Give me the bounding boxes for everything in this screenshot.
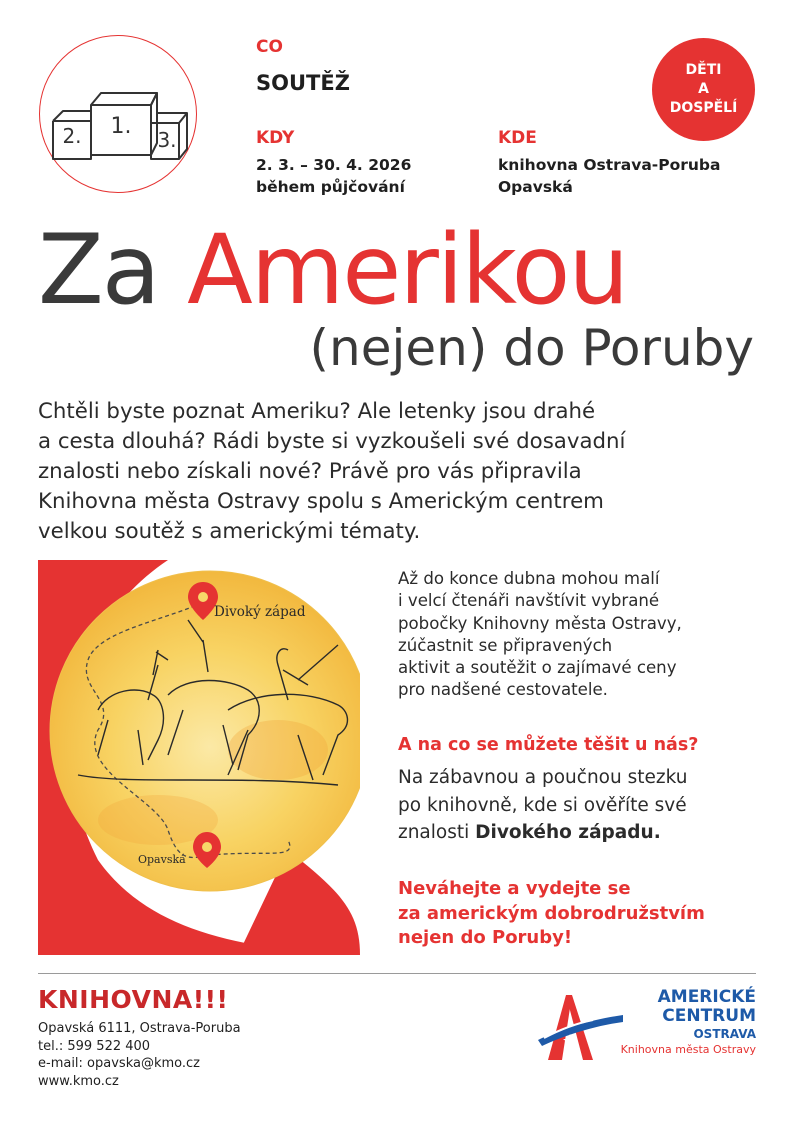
- kdy-note: během půjčování: [256, 178, 405, 196]
- cta-line: nejen do Poruby!: [398, 927, 573, 948]
- kdy-value: [256, 154, 411, 198]
- description-line: Až do konce dubna mohou malí: [398, 569, 660, 588]
- intro-line: znalosti nebo získali nové? Právě pro vás připravila: [38, 459, 582, 484]
- intro-line: Chtěli byste poznat Ameriku? Ale letenky jsou drahé: [38, 399, 596, 424]
- main-title: [38, 215, 627, 325]
- svg-text:3.: 3.: [156, 127, 177, 152]
- description-line: pro nadšené cestovatele.: [398, 680, 608, 700]
- kde-value: [498, 154, 721, 198]
- contact-address: Opavská 6111, Ostrava-Poruba: [38, 1021, 241, 1036]
- answer-plain: znalosti: [398, 822, 476, 843]
- contact-phone: tel.: 599 522 400: [38, 1038, 151, 1054]
- title-word-za: Za: [38, 214, 159, 326]
- question-heading: A na co se můžete těšit u nás?: [398, 735, 699, 755]
- svg-text:1.: 1.: [110, 113, 131, 139]
- pin-label-bottom: Opavská: [138, 853, 186, 866]
- pin-label-top: Divoký západ: [214, 604, 306, 620]
- ac-line-2: CENTRUM: [662, 1006, 756, 1026]
- svg-text:2.: 2.: [61, 123, 82, 148]
- audience-badge: [652, 38, 755, 141]
- description: [398, 568, 758, 702]
- description-line: pobočky Knihovny města Ostravy,: [398, 613, 682, 633]
- answer-line: [398, 819, 758, 847]
- wild-west-map-illustration: [38, 560, 360, 960]
- badge-line: A: [698, 81, 709, 97]
- ac-line-1: AMERICKÉ: [657, 987, 756, 1007]
- cta-line: za americkým dobrodružstvím: [398, 902, 705, 924]
- intro-line: velkou soutěž s americkými tématy.: [38, 519, 421, 544]
- answer-bold: Divokého západu.: [475, 822, 661, 843]
- intro-line: Knihovna města Ostravy spolu s Americkým centrem: [38, 489, 604, 514]
- co-value: SOUTĚŽ: [256, 71, 350, 95]
- kdy-dates: 2. 3. – 30. 4. 2026: [256, 156, 412, 174]
- contact-email[interactable]: e-mail: opavska@kmo.cz: [38, 1056, 200, 1071]
- contact-info: [38, 1020, 241, 1090]
- kdy-label: KDY: [256, 128, 295, 148]
- answer-line: po knihovně, kde si ověříte své: [398, 794, 687, 816]
- title-word-amerikou: Amerikou: [187, 214, 628, 326]
- ac-line-4: Knihovna města Ostravy: [620, 1043, 756, 1056]
- badge-line: DOSPĚLÍ: [669, 100, 738, 116]
- answer-paragraph: [398, 764, 758, 847]
- kde-label: KDE: [498, 128, 537, 148]
- description-line: aktivit a soutěžit o zajímavé ceny: [398, 658, 677, 678]
- intro-paragraph: [38, 397, 758, 547]
- illustration: [38, 560, 360, 960]
- knihovna-logo: KNIHOVNA!!!: [38, 985, 229, 1014]
- podium-icon: [39, 35, 197, 193]
- ac-line-3: OSTRAVA: [693, 1027, 756, 1041]
- footer-divider: [38, 973, 756, 974]
- badge-line: DĚTI: [685, 62, 722, 78]
- cta-line: Neváhejte a vydejte se: [398, 878, 631, 899]
- intro-line: a cesta dlouhá? Rádi byste si vyzkoušeli své dosavadní: [38, 429, 626, 454]
- call-to-action: [398, 877, 758, 951]
- podium-emblem: [39, 35, 197, 193]
- kde-place: knihovna Ostrava-Poruba: [498, 156, 721, 174]
- co-label: CO: [256, 37, 283, 57]
- description-line: i velcí čtenáři navštívit vybrané: [398, 591, 660, 611]
- american-center-text: [600, 988, 756, 1057]
- contact-web[interactable]: www.kmo.cz: [38, 1073, 119, 1089]
- answer-line: Na zábavnou a poučnou stezku: [398, 767, 688, 788]
- subtitle: (nejen) do Poruby: [309, 319, 754, 377]
- kde-branch: Opavská: [498, 178, 573, 196]
- description-line: zúčastnit se připravených: [398, 635, 613, 655]
